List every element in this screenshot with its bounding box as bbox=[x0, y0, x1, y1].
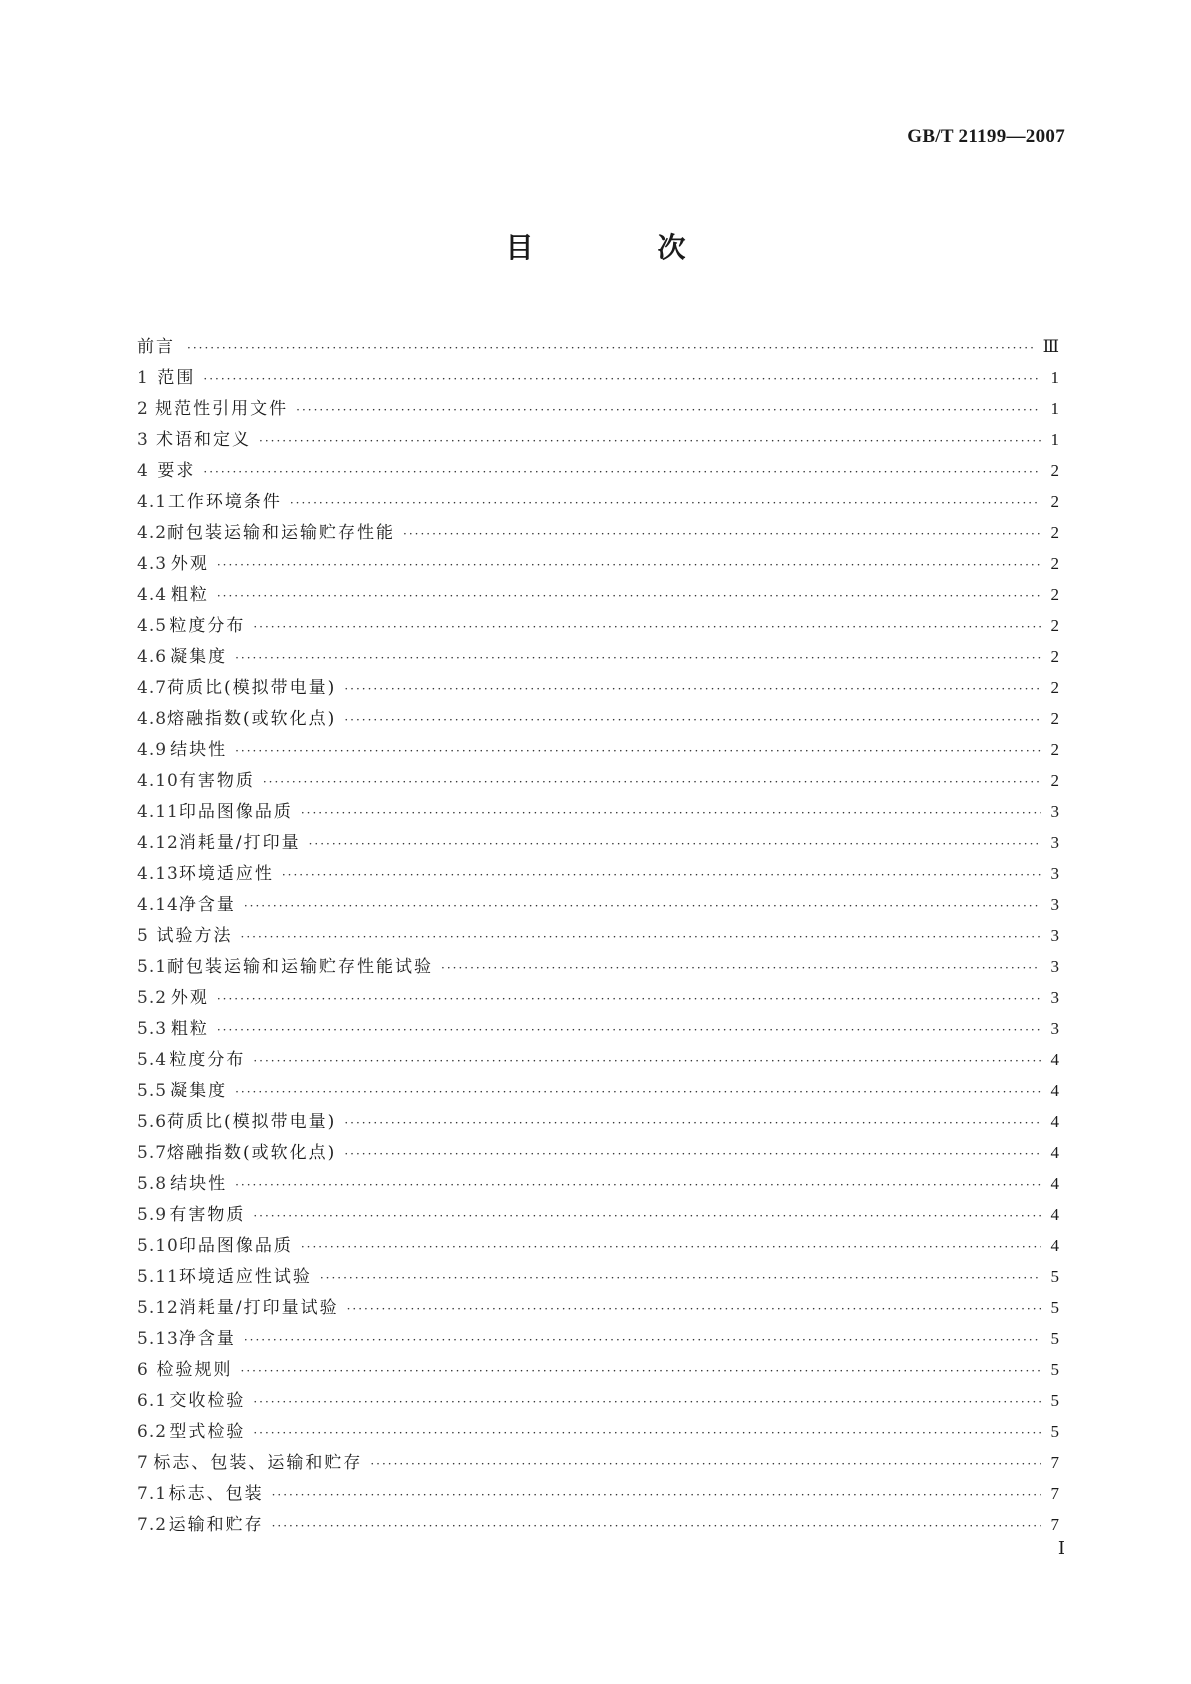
page-title: 目 次 bbox=[505, 231, 734, 264]
toc-entry-title: 环境适应性 bbox=[178, 864, 274, 884]
toc-entry-page: 4 bbox=[1050, 1143, 1059, 1162]
toc-entry-title: 消耗量/打印量 bbox=[178, 833, 301, 853]
toc-entry-number: 5.12 bbox=[137, 1298, 179, 1318]
toc-entry-title: 净含量 bbox=[178, 1329, 236, 1349]
toc-entry-page: 4 bbox=[1050, 1050, 1059, 1069]
toc-entry-title: 粗粒 bbox=[170, 585, 209, 605]
toc-entry-title: 凝集度 bbox=[170, 1081, 228, 1101]
toc-dot-leader bbox=[403, 519, 1041, 550]
toc-entry-title: 型式检验 bbox=[169, 1422, 246, 1442]
toc-entry-page: 2 bbox=[1050, 616, 1059, 635]
toc-entry-number: 4.10 bbox=[137, 771, 179, 791]
toc-entry-page: 4 bbox=[1050, 1112, 1059, 1131]
toc-entry-title: 印品图像品质 bbox=[178, 1236, 293, 1256]
toc-entry-number: 4.9 bbox=[137, 740, 168, 760]
toc-entry-page: 5 bbox=[1050, 1360, 1059, 1379]
toc-entry[interactable] bbox=[137, 827, 1059, 858]
toc-entry-title: 范围 bbox=[157, 368, 196, 388]
toc-dot-leader bbox=[259, 426, 1041, 457]
toc-dot-leader bbox=[253, 1387, 1041, 1418]
toc-entry-page: 5 bbox=[1050, 1422, 1059, 1441]
toc-entry-page: 1 bbox=[1050, 399, 1059, 418]
toc-entry-title: 术语和定义 bbox=[156, 430, 252, 450]
toc-entry[interactable] bbox=[137, 424, 1059, 455]
toc-entry-page: 4 bbox=[1050, 1205, 1059, 1224]
toc-entry-page: 2 bbox=[1050, 740, 1059, 759]
toc-entry[interactable] bbox=[137, 1478, 1059, 1509]
toc-entry-number: 4 bbox=[137, 461, 149, 481]
toc-dot-leader bbox=[235, 1077, 1041, 1108]
toc-dot-leader bbox=[235, 643, 1041, 674]
toc-dot-leader bbox=[244, 1325, 1041, 1356]
toc-entry[interactable] bbox=[137, 1416, 1059, 1447]
toc-entry[interactable] bbox=[137, 517, 1059, 548]
toc-entry-title: 环境适应性试验 bbox=[178, 1267, 312, 1287]
toc-entry-title: 荷质比(模拟带电量) bbox=[167, 678, 337, 698]
toc-entry-title: 消耗量/打印量试验 bbox=[178, 1298, 339, 1318]
toc-entry[interactable] bbox=[137, 331, 1059, 362]
toc-entry-page: 2 bbox=[1050, 492, 1059, 511]
toc-entry[interactable] bbox=[137, 889, 1059, 920]
toc-entry[interactable] bbox=[137, 548, 1059, 579]
toc-entry[interactable] bbox=[137, 641, 1059, 672]
toc-dot-leader bbox=[253, 1201, 1041, 1232]
toc-entry-number: 1 bbox=[137, 368, 149, 388]
toc-entry-title: 规范性引用文件 bbox=[155, 399, 289, 419]
toc-dot-leader bbox=[441, 953, 1041, 984]
toc-entry-page: 4 bbox=[1050, 1174, 1059, 1193]
toc-entry[interactable] bbox=[137, 920, 1059, 951]
toc-dot-leader bbox=[253, 1046, 1041, 1077]
toc-dot-leader bbox=[203, 364, 1041, 395]
toc-entry-page: 3 bbox=[1050, 926, 1059, 945]
toc-entry-number: 5.4 bbox=[137, 1050, 168, 1070]
toc-entry[interactable] bbox=[137, 1106, 1059, 1137]
toc-dot-leader bbox=[235, 1170, 1041, 1201]
toc-entry-number: 6.2 bbox=[137, 1422, 168, 1442]
toc-entry-title: 有害物质 bbox=[169, 1205, 246, 1225]
toc-entry[interactable] bbox=[137, 982, 1059, 1013]
toc-entry-title: 结块性 bbox=[170, 1174, 228, 1194]
toc-entry[interactable] bbox=[137, 765, 1059, 796]
toc-entry-page: 4 bbox=[1050, 1081, 1059, 1100]
toc-entry-number: 7 bbox=[137, 1453, 149, 1473]
toc-dot-leader bbox=[344, 1108, 1041, 1139]
toc-entry-number: 5.1 bbox=[137, 957, 168, 977]
toc-entry-page: 2 bbox=[1050, 523, 1059, 542]
table-of-contents bbox=[137, 331, 1059, 1540]
toc-entry-page: 2 bbox=[1050, 554, 1059, 573]
toc-entry-title: 粒度分布 bbox=[169, 616, 246, 636]
toc-dot-leader bbox=[253, 612, 1041, 643]
toc-entry-title: 结块性 bbox=[170, 740, 228, 760]
toc-entry-number: 5.7 bbox=[137, 1143, 168, 1163]
toc-dot-leader bbox=[344, 1139, 1041, 1170]
toc-entry-title: 耐包装运输和运输贮存性能 bbox=[167, 523, 396, 543]
toc-entry-page: 3 bbox=[1050, 957, 1059, 976]
toc-entry-number: 5.5 bbox=[137, 1081, 168, 1101]
toc-entry[interactable] bbox=[137, 455, 1059, 486]
toc-entry[interactable] bbox=[137, 1013, 1059, 1044]
toc-entry-page: 7 bbox=[1050, 1453, 1059, 1472]
toc-entry[interactable] bbox=[137, 393, 1059, 424]
toc-entry-page: 2 bbox=[1050, 709, 1059, 728]
toc-entry[interactable] bbox=[137, 1509, 1059, 1540]
toc-dot-leader bbox=[309, 829, 1041, 860]
toc-entry-page: 2 bbox=[1050, 585, 1059, 604]
toc-entry-number: 6 bbox=[137, 1360, 149, 1380]
toc-entry[interactable] bbox=[137, 579, 1059, 610]
toc-entry-page: 3 bbox=[1050, 833, 1059, 852]
toc-entry-number: 4.2 bbox=[137, 523, 168, 543]
toc-entry[interactable] bbox=[137, 951, 1059, 982]
toc-entry-number: 5.8 bbox=[137, 1174, 168, 1194]
toc-entry-title: 净含量 bbox=[178, 895, 236, 915]
toc-entry[interactable] bbox=[137, 1168, 1059, 1199]
toc-entry-page: 1 bbox=[1050, 430, 1059, 449]
toc-entry[interactable] bbox=[137, 610, 1059, 641]
toc-entry[interactable] bbox=[137, 1230, 1059, 1261]
toc-entry-number: 4.3 bbox=[137, 554, 168, 574]
toc-dot-leader bbox=[347, 1294, 1041, 1325]
toc-entry-number: 4.6 bbox=[137, 647, 168, 667]
toc-entry[interactable] bbox=[137, 1261, 1059, 1292]
toc-dot-leader bbox=[263, 767, 1041, 798]
toc-dot-leader bbox=[290, 488, 1041, 519]
toc-entry[interactable] bbox=[137, 703, 1059, 734]
toc-entry-title: 前言 bbox=[137, 337, 175, 357]
toc-entry-number: 4.11 bbox=[137, 802, 179, 822]
toc-dot-leader bbox=[253, 1418, 1041, 1449]
toc-entry-number: 2 bbox=[137, 399, 149, 419]
toc-entry-number: 5.10 bbox=[137, 1236, 179, 1256]
toc-entry-title: 交收检验 bbox=[169, 1391, 246, 1411]
toc-entry-title: 印品图像品质 bbox=[178, 802, 293, 822]
toc-dot-leader bbox=[370, 1449, 1041, 1480]
toc-entry-number: 7.2 bbox=[137, 1515, 168, 1535]
toc-entry-title: 耐包装运输和运输贮存性能试验 bbox=[167, 957, 434, 977]
toc-entry-title: 有害物质 bbox=[178, 771, 255, 791]
toc-entry-page: 3 bbox=[1050, 1019, 1059, 1038]
toc-entry[interactable] bbox=[137, 1137, 1059, 1168]
toc-entry-page: 3 bbox=[1050, 864, 1059, 883]
toc-dot-leader bbox=[187, 333, 1035, 364]
toc-entry-page: 2 bbox=[1050, 678, 1059, 697]
toc-entry[interactable] bbox=[137, 486, 1059, 517]
toc-entry[interactable] bbox=[137, 858, 1059, 889]
toc-dot-leader bbox=[217, 581, 1041, 612]
toc-entry[interactable] bbox=[137, 672, 1059, 703]
toc-entry-title: 外观 bbox=[170, 554, 209, 574]
toc-entry[interactable] bbox=[137, 1075, 1059, 1106]
toc-dot-leader bbox=[301, 798, 1041, 829]
toc-entry-page: Ⅲ bbox=[1042, 337, 1059, 356]
toc-entry-number: 4.7 bbox=[137, 678, 168, 698]
toc-entry-page: 7 bbox=[1050, 1515, 1059, 1534]
standard-code: GB/T 21199—2007 bbox=[907, 126, 1065, 147]
toc-entry[interactable] bbox=[137, 1354, 1059, 1385]
toc-entry-number: 4.1 bbox=[137, 492, 168, 512]
toc-dot-leader bbox=[282, 860, 1041, 891]
toc-entry-page: 5 bbox=[1050, 1329, 1059, 1348]
toc-dot-leader bbox=[272, 1511, 1041, 1542]
toc-dot-leader bbox=[203, 457, 1041, 488]
toc-entry-page: 1 bbox=[1050, 368, 1059, 387]
toc-dot-leader bbox=[320, 1263, 1041, 1294]
toc-entry-number: 5.6 bbox=[137, 1112, 168, 1132]
toc-entry-title: 试验方法 bbox=[156, 926, 233, 946]
toc-entry[interactable] bbox=[137, 1323, 1059, 1354]
toc-entry-page: 4 bbox=[1050, 1236, 1059, 1255]
toc-entry-page: 7 bbox=[1050, 1484, 1059, 1503]
toc-entry-page: 5 bbox=[1050, 1267, 1059, 1286]
toc-entry-page: 2 bbox=[1050, 647, 1059, 666]
toc-entry-number: 4.12 bbox=[137, 833, 179, 853]
toc-entry[interactable] bbox=[137, 1385, 1059, 1416]
toc-entry-number: 5.2 bbox=[137, 988, 168, 1008]
toc-entry-title: 检验规则 bbox=[156, 1360, 233, 1380]
toc-dot-leader bbox=[241, 1356, 1042, 1387]
toc-entry-number: 4.5 bbox=[137, 616, 168, 636]
toc-entry[interactable] bbox=[137, 1199, 1059, 1230]
toc-entry-page: 5 bbox=[1050, 1298, 1059, 1317]
toc-entry-number: 6.1 bbox=[137, 1391, 168, 1411]
toc-entry-page: 5 bbox=[1050, 1391, 1059, 1410]
toc-entry-number: 5.9 bbox=[137, 1205, 168, 1225]
toc-entry-number: 4.8 bbox=[137, 709, 168, 729]
toc-entry-title: 标志、包装、运输和贮存 bbox=[153, 1453, 363, 1473]
toc-dot-leader bbox=[217, 1015, 1041, 1046]
toc-entry-page: 2 bbox=[1050, 461, 1059, 480]
toc-dot-leader bbox=[235, 736, 1041, 767]
toc-entry-title: 工作环境条件 bbox=[167, 492, 282, 512]
toc-dot-leader bbox=[244, 891, 1041, 922]
toc-entry-title: 熔融指数(或软化点) bbox=[167, 709, 337, 729]
toc-entry[interactable] bbox=[137, 796, 1059, 827]
toc-entry-number: 5.11 bbox=[137, 1267, 179, 1287]
toc-dot-leader bbox=[217, 550, 1041, 581]
toc-entry[interactable] bbox=[137, 1044, 1059, 1075]
toc-entry[interactable] bbox=[137, 1447, 1059, 1478]
toc-entry-page: 3 bbox=[1050, 895, 1059, 914]
toc-entry-number: 7.1 bbox=[137, 1484, 168, 1504]
toc-entry-number: 5 bbox=[137, 926, 149, 946]
toc-entry[interactable] bbox=[137, 734, 1059, 765]
toc-entry-title: 凝集度 bbox=[170, 647, 228, 667]
toc-entry[interactable] bbox=[137, 362, 1059, 393]
toc-entry-title: 标志、包装 bbox=[168, 1484, 264, 1504]
toc-entry-title: 要求 bbox=[157, 461, 196, 481]
toc-dot-leader bbox=[272, 1480, 1041, 1511]
toc-entry-page: 3 bbox=[1050, 802, 1059, 821]
toc-entry[interactable] bbox=[137, 1292, 1059, 1323]
toc-entry-number: 3 bbox=[137, 430, 149, 450]
page-number: Ⅰ bbox=[1057, 1538, 1065, 1558]
toc-entry-number: 4.4 bbox=[137, 585, 168, 605]
toc-entry-title: 熔融指数(或软化点) bbox=[167, 1143, 337, 1163]
toc-entry-title: 荷质比(模拟带电量) bbox=[167, 1112, 337, 1132]
toc-entry-title: 外观 bbox=[170, 988, 209, 1008]
toc-dot-leader bbox=[344, 705, 1041, 736]
toc-entry-title: 运输和贮存 bbox=[168, 1515, 264, 1535]
toc-entry-number: 4.14 bbox=[137, 895, 179, 915]
toc-entry-number: 5.3 bbox=[137, 1019, 168, 1039]
toc-entry-title: 粒度分布 bbox=[169, 1050, 246, 1070]
toc-entry-number: 4.13 bbox=[137, 864, 179, 884]
toc-entry-page: 3 bbox=[1050, 988, 1059, 1007]
toc-dot-leader bbox=[301, 1232, 1041, 1263]
toc-dot-leader bbox=[344, 674, 1041, 705]
toc-entry-title: 粗粒 bbox=[170, 1019, 209, 1039]
toc-entry-number: 5.13 bbox=[137, 1329, 179, 1349]
toc-entry-page: 2 bbox=[1050, 771, 1059, 790]
toc-dot-leader bbox=[241, 922, 1042, 953]
toc-dot-leader bbox=[217, 984, 1041, 1015]
toc-dot-leader bbox=[296, 395, 1041, 426]
